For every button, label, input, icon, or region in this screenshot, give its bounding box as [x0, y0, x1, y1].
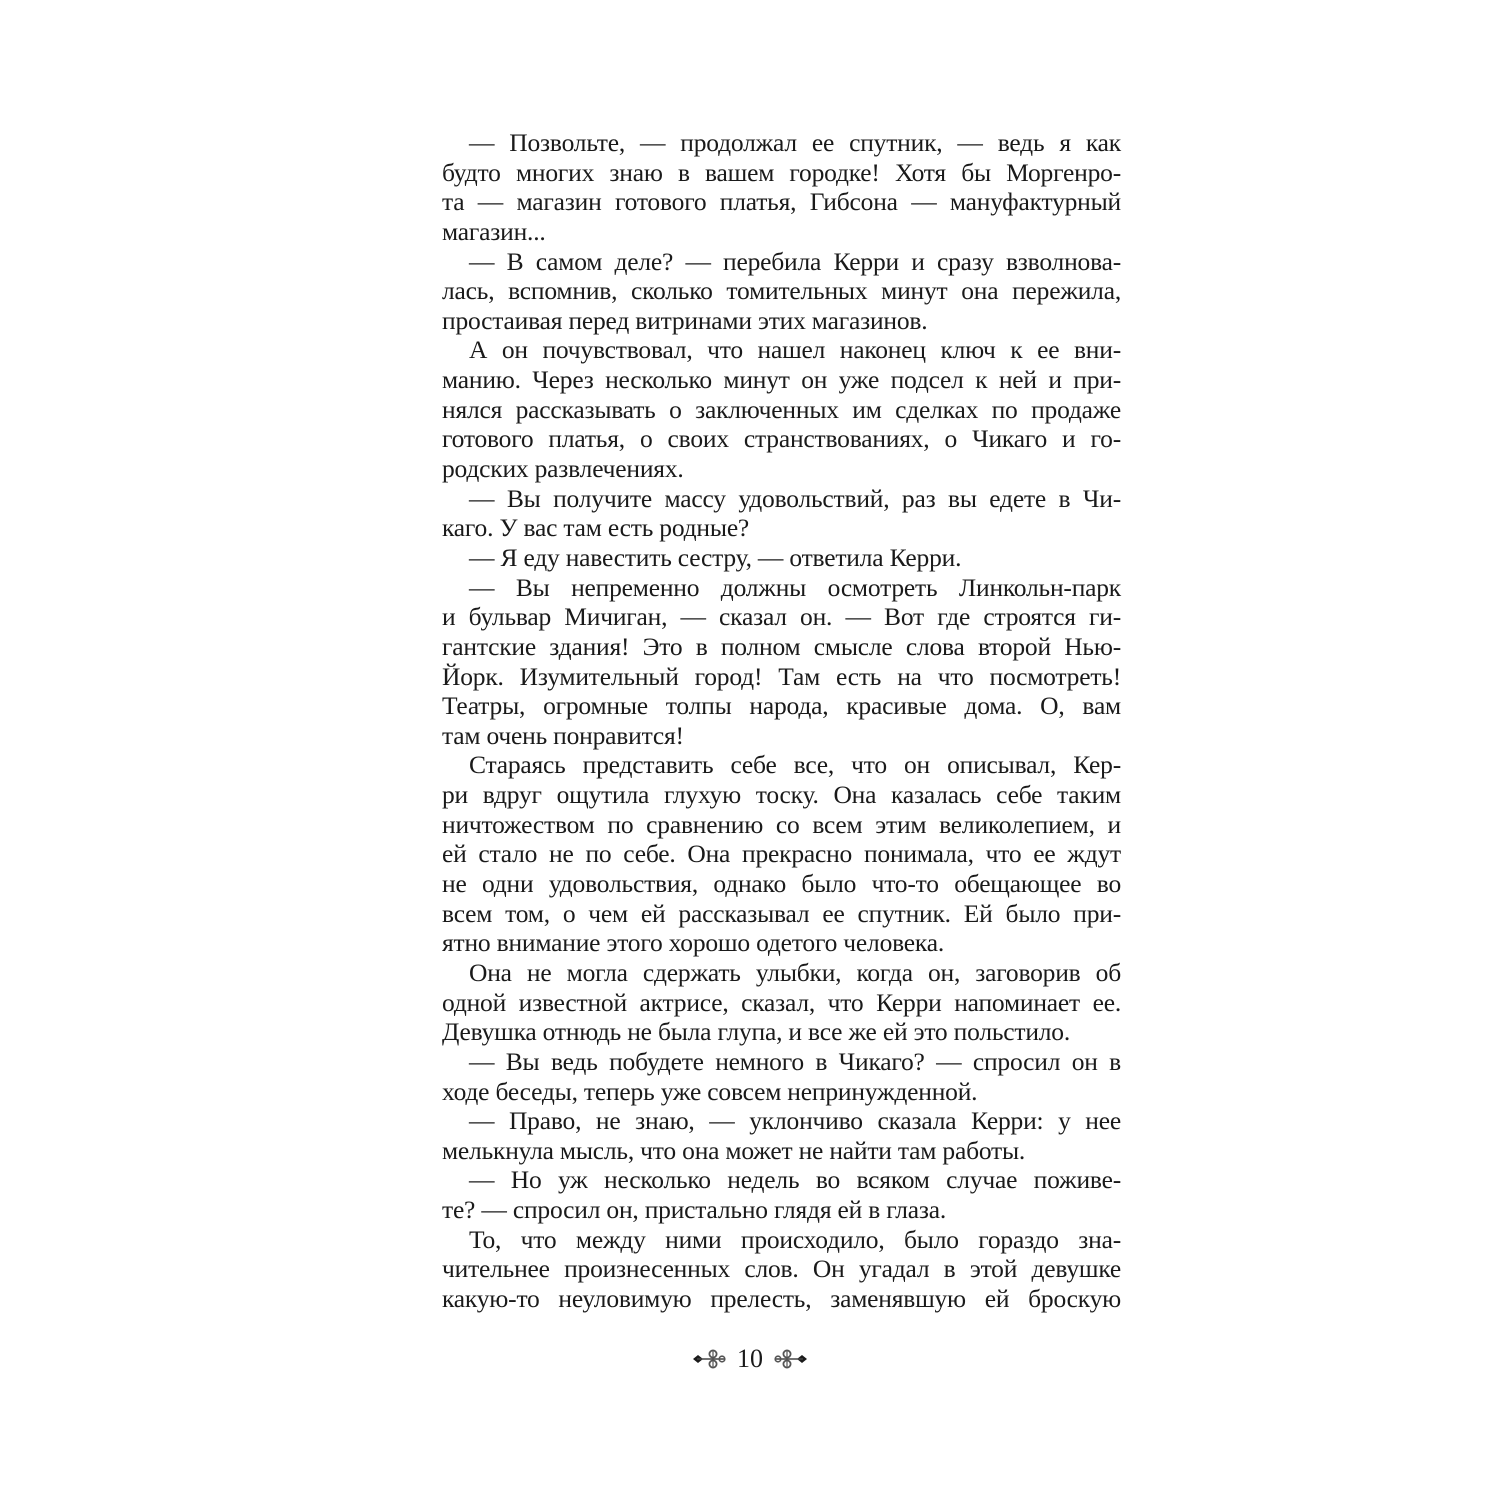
text-line: какую-то неуловимую прелесть, заменявшую ей броскую	[442, 1283, 1121, 1313]
fleuron-ornament-right-icon	[773, 1348, 809, 1370]
text-line: — Я еду навестить сестру, — ответила Керри.	[469, 542, 962, 572]
text-line: — Позвольте, — продолжал ее спутник, — ведь я как	[469, 128, 1121, 157]
text-line: простаивая перед витринами этих магазинов.	[442, 305, 928, 335]
text-line: Стараясь представить себе все, что он описывал, Кер-	[469, 750, 1121, 780]
text-line: чительнее произнесенных слов. Он угадал в этой девушке	[442, 1254, 1121, 1284]
text-line: одной известной актрисе, сказал, что Керри напоминает ее.	[442, 987, 1121, 1017]
text-line: — Но уж несколько недель во всяком случае поживе-	[469, 1165, 1121, 1195]
fleuron-ornament-left-icon	[691, 1348, 727, 1370]
text-line: не одни удовольствия, однако было что-то обещающее во	[442, 869, 1121, 899]
text-line: Она не могла сдержать улыбки, когда он, заговорив об	[469, 957, 1121, 987]
page-footer	[0, 1344, 1500, 1374]
text-line: ятно внимание этого хорошо одетого человека.	[442, 928, 945, 958]
text-line: То, что между ними происходило, было гораздо зна-	[469, 1224, 1121, 1254]
text-line: Театры, огромные толпы народа, красивые дома. О, вам	[442, 691, 1121, 721]
page-number: 10	[737, 1344, 763, 1373]
body-text	[442, 128, 1121, 1314]
text-line: та — магазин готового платья, Гибсона — мануфактурный	[442, 187, 1121, 217]
text-line: мелькнула мысль, что она может не найти там работы.	[442, 1135, 1026, 1165]
text-line: Девушка отнюдь не была глупа, и все же ей это польстило.	[442, 1017, 1071, 1047]
text-line: родских развлечениях.	[442, 454, 684, 484]
text-line: каго. У вас там есть родные?	[442, 513, 750, 543]
text-line: — Вы непременно должны осмотреть Линкольн-парк	[469, 572, 1121, 602]
text-line: нялся рассказывать о заключенных им сделках по продаже	[442, 394, 1121, 424]
text-line: готового платья, о своих странствованиях, о Чикаго и го-	[442, 424, 1121, 454]
text-line: всем том, о чем ей рассказывал ее спутник. Ей было при-	[442, 898, 1121, 928]
text-line: ходе беседы, теперь уже совсем непринужденной.	[442, 1076, 978, 1106]
text-line: — В самом деле? — перебила Керри и сразу взволнова-	[469, 246, 1121, 276]
text-line: и бульвар Мичиган, — сказал он. — Вот где строятся ги-	[442, 602, 1121, 632]
text-line: гантские здания! Это в полном смысле слова второй Нью-	[442, 631, 1121, 661]
text-line: магазин...	[442, 216, 546, 246]
text-line: А он почувствовал, что нашел наконец ключ к ее вни-	[469, 335, 1121, 365]
text-line: Йорк. Изумительный город! Там есть на что посмотреть!	[442, 661, 1121, 691]
text-line: лась, вспомнив, сколько томительных минут она пережила,	[442, 276, 1121, 306]
text-line: там очень понравится!	[442, 720, 684, 750]
text-line: — Вы ведь побудете немного в Чикаго? — спросил он в	[469, 1046, 1121, 1076]
text-line: будто многих знаю в вашем городке! Хотя бы Моргенро-	[442, 157, 1121, 187]
text-line: ей стало не по себе. Она прекрасно понимала, что ее ждут	[442, 839, 1121, 869]
text-line: ри вдруг ощутила глухую тоску. Она казалась себе таким	[442, 780, 1121, 810]
text-line: те? — спросил он, пристально глядя ей в глаза.	[442, 1195, 947, 1225]
text-line: ничтожеством по сравнению со всем этим великолепием, и	[442, 809, 1121, 839]
text-line: манию. Через несколько минут он уже подсел к ней и при-	[442, 365, 1121, 395]
text-line: — Вы получите массу удовольствий, раз вы едете в Чи-	[469, 483, 1121, 513]
text-line: — Право, не знаю, — уклончиво сказала Керри: у нее	[469, 1106, 1121, 1136]
